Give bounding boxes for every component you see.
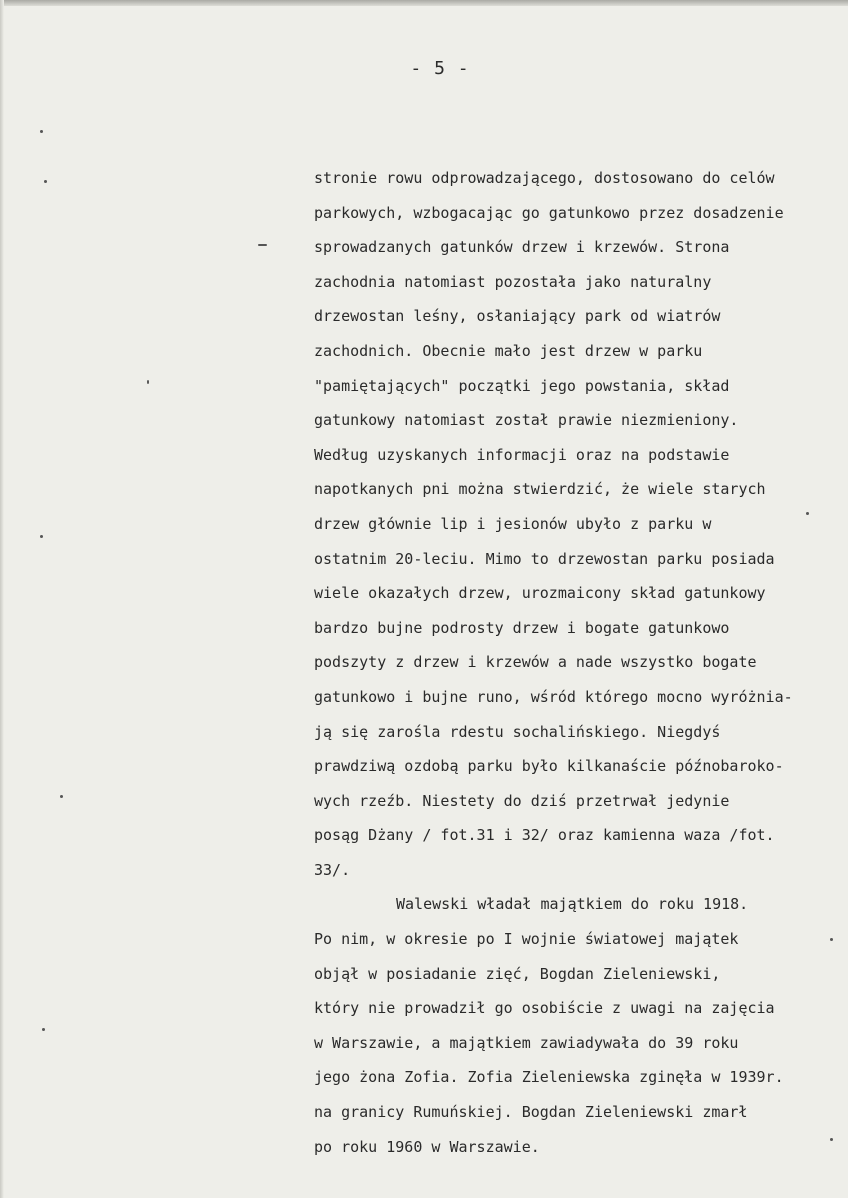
text-line: Według uzyskanych informacji oraz na podstawie <box>314 445 730 464</box>
scan-top-edge <box>0 0 848 6</box>
scan-speck <box>258 244 267 246</box>
text-line: prawdziwą ozdobą parku było kilkanaście późnobaroko- <box>314 757 784 776</box>
text-line: bardzo bujne podrosty drzew i bogate gatunkowo <box>314 618 730 637</box>
text-line: w Warszawie, a majątkiem zawiadywała do 39 roku <box>314 1033 739 1052</box>
scan-speck <box>42 1028 45 1031</box>
text-line: gatunkowo i bujne runo, wśród którego mocno wyróżnia- <box>314 687 793 706</box>
text-line: na granicy Rumuńskiej. Bogdan Zieleniewski zmarł <box>314 1103 748 1122</box>
text-line: parkowych, wzbogacając go gatunkowo przez dosadzenie <box>314 203 784 222</box>
text-line: objął w posiadanie zięć, Bogdan Zieleniewski, <box>314 964 721 983</box>
text-line: stronie rowu odprowadzającego, dostosowano do celów <box>314 169 775 187</box>
text-line: drzewostan leśny, osłaniający park od wiatrów <box>314 307 721 326</box>
text-line: sprowadzanych gatunków drzew i krzewów. Strona <box>314 238 730 257</box>
text-line: "pamiętających" początki jego powstania, skład <box>314 376 730 395</box>
scan-speck <box>830 938 833 941</box>
text-line: ostatnim 20-leciu. Mimo to drzewostan parku posiada <box>314 549 775 568</box>
scan-speck <box>40 535 43 538</box>
text-line: po roku 1960 w Warszawie. <box>314 1137 540 1156</box>
scan-speck <box>147 380 149 384</box>
text-line: ją się zarośla rdestu sochalińskiego. Niegdyś <box>314 722 721 741</box>
scan-speck <box>44 180 47 183</box>
text-line: wych rzeźb. Niestety do dziś przetrwał jedynie <box>314 791 730 810</box>
scan-speck <box>830 1138 833 1141</box>
scan-speck <box>60 795 63 798</box>
text-line: wiele okazałych drzew, urozmaicony skład gatunkowy <box>314 584 766 603</box>
text-line: zachodnia natomiast pozostała jako naturalny <box>314 272 712 291</box>
scan-left-edge <box>0 0 4 1198</box>
text-line: zachodnich. Obecnie mało jest drzew w parku <box>314 341 703 360</box>
text-line: 33/. <box>314 860 351 879</box>
text-line: Walewski władał majątkiem do roku 1918. <box>396 895 749 914</box>
text-line: posąg Dżany / fot.31 i 32/ oraz kamienna waza /fot. <box>314 826 775 845</box>
scan-speck <box>806 512 809 515</box>
text-line: podszyty z drzew i krzewów a nade wszystko bogate <box>314 653 757 672</box>
text-line: jego żona Zofia. Zofia Zieleniewska zginęła w 1939r. <box>314 1068 784 1087</box>
text-line: który nie prowadził go osobiście z uwagi na zajęcia <box>314 999 775 1018</box>
body-text <box>314 168 848 1171</box>
text-line: Po nim, w okresie po I wojnie światowej majątek <box>314 930 739 949</box>
text-line: napotkanych pni można stwierdzić, że wiele starych <box>314 480 766 499</box>
page-number: - 5 - <box>410 58 470 79</box>
scan-speck <box>40 130 43 133</box>
text-line: gatunkowy natomiast został prawie niezmieniony. <box>314 411 739 430</box>
text-line: drzew głównie lip i jesionów ubyło z parku w <box>314 514 712 533</box>
